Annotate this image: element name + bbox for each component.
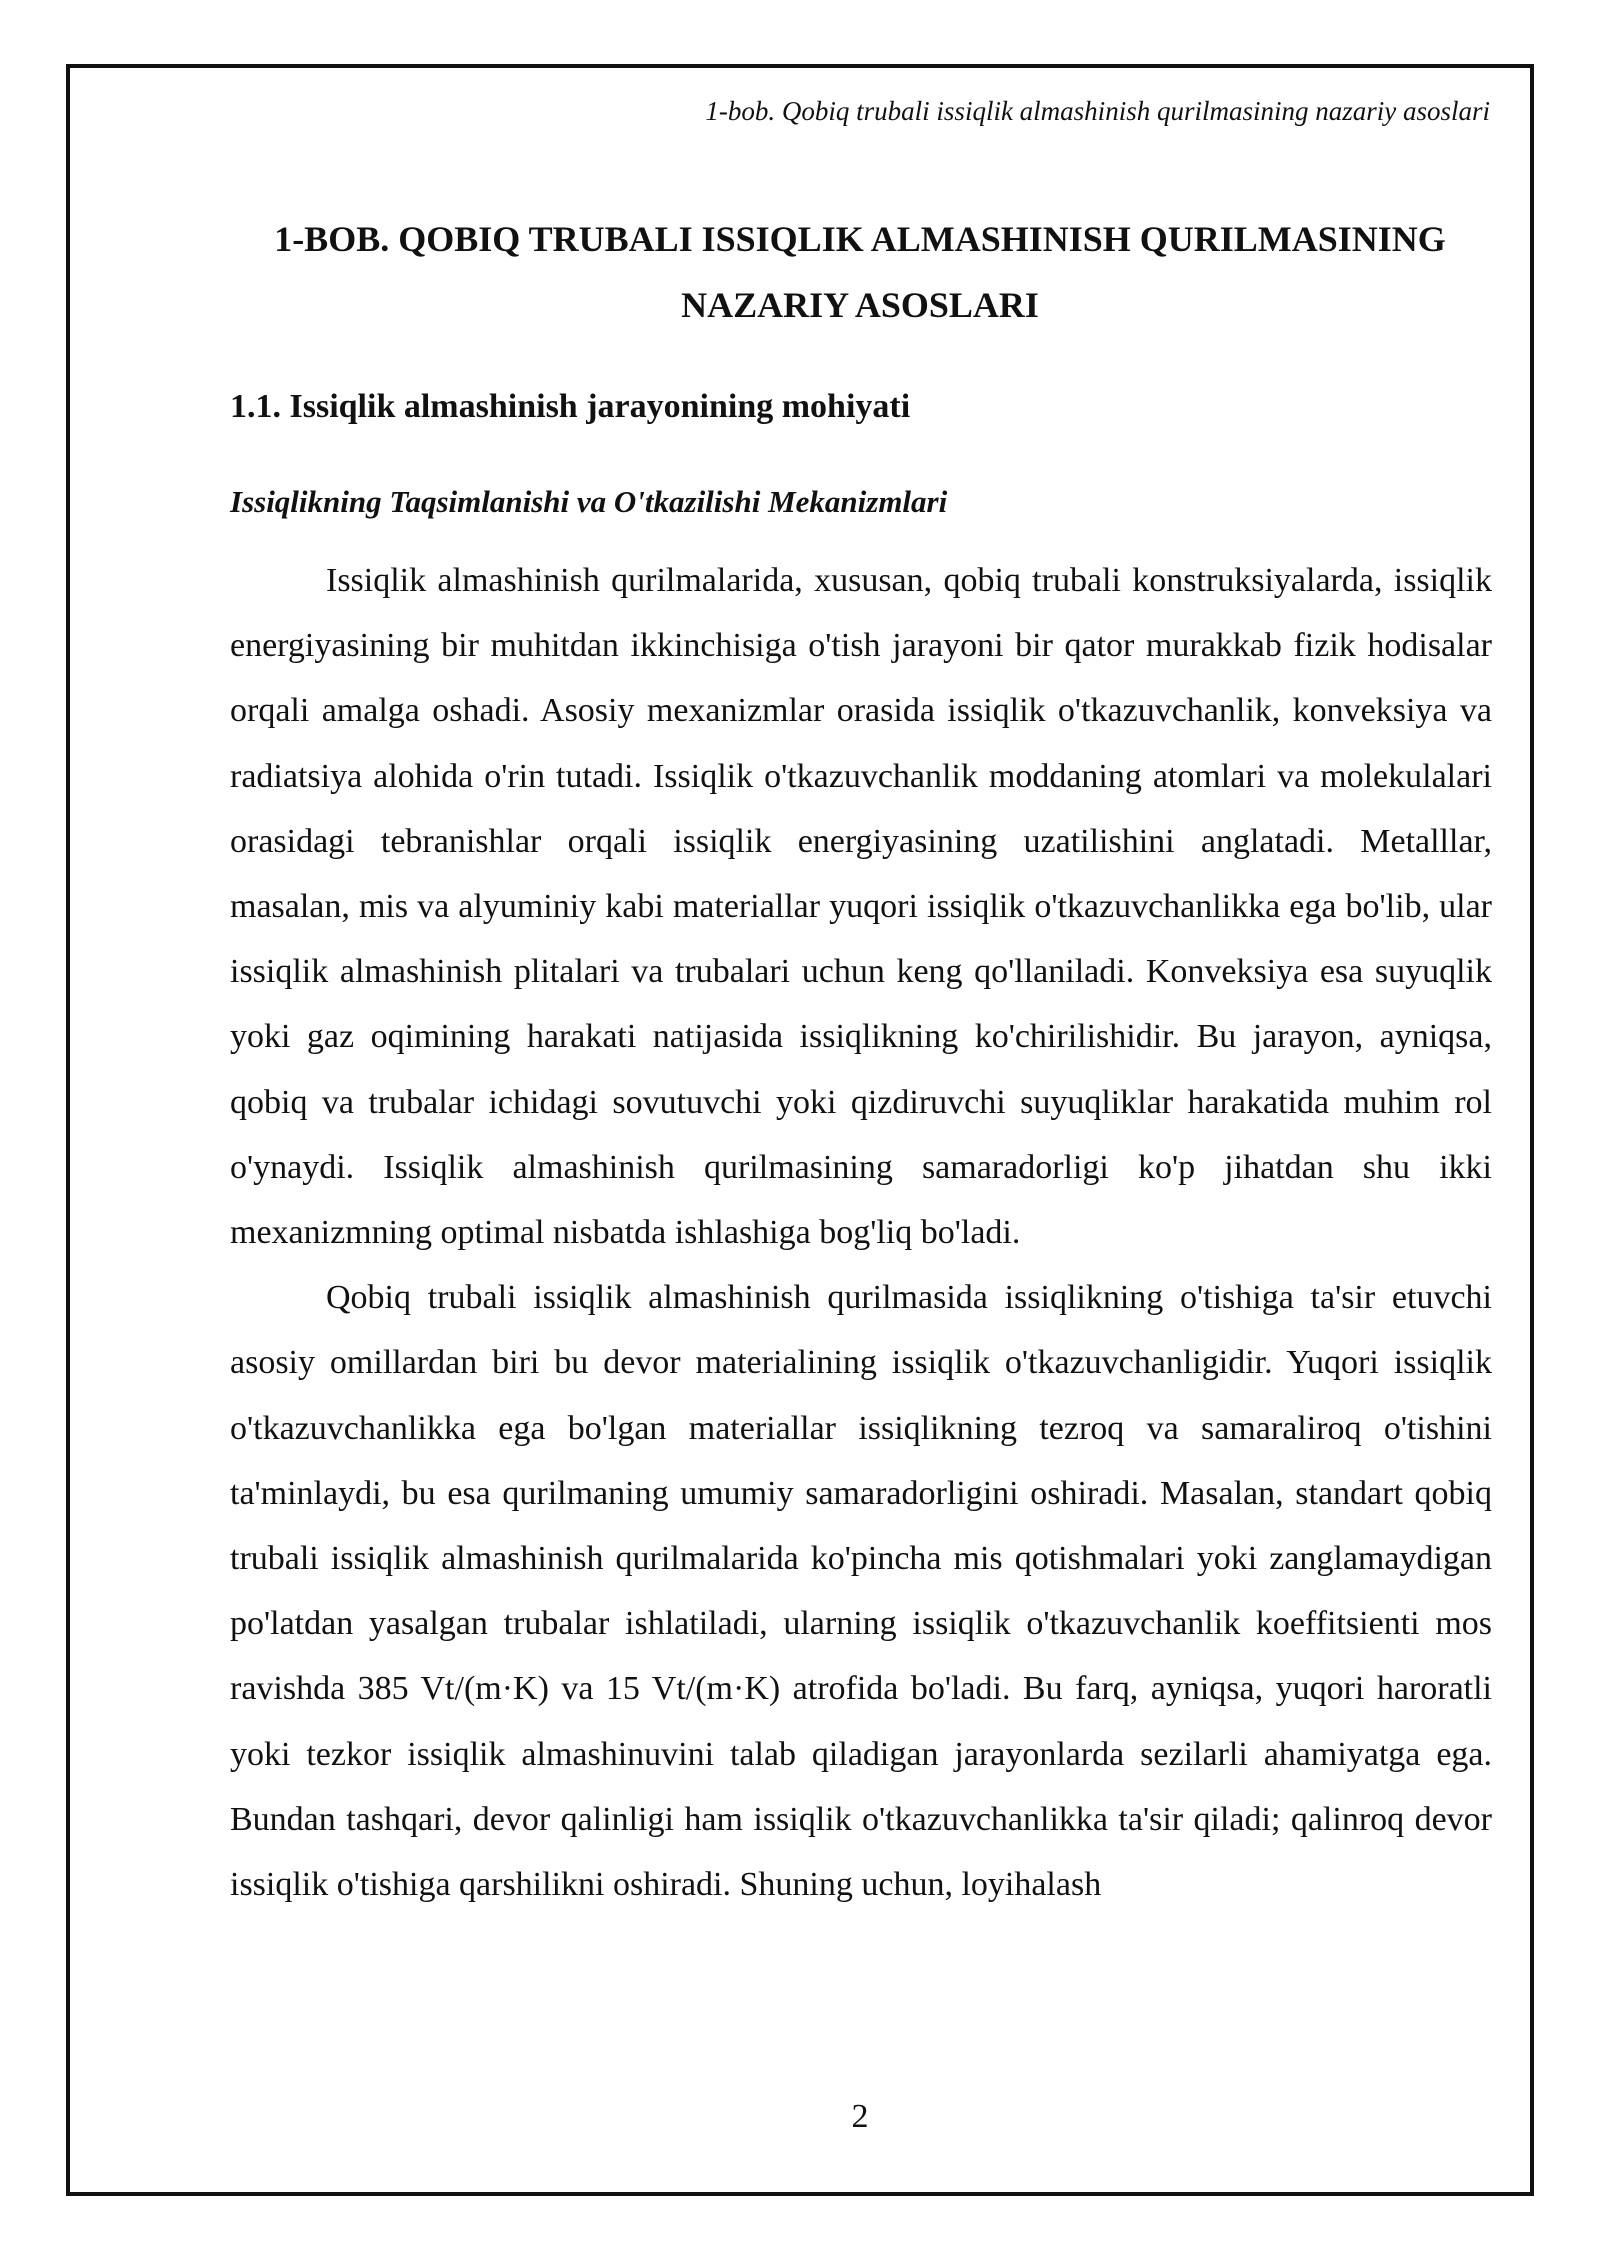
chapter-title-line-1: 1-BOB. QOBIQ TRUBALI ISSIQLIK ALMASHINISH QURILMASINING xyxy=(274,219,1446,259)
running-header: 1-bob. Qobiq trubali issiqlik almashinish qurilmasining nazariy asoslari xyxy=(705,96,1490,126)
paragraph-1: Issiqlik almashinish qurilmalarida, xususan, qobiq trubali konstruksiyalarda, issiqlik energiyasining bir muhitdan ikkinchisiga o'tish jarayoni bir qator murakkab fizik hodisalar orqali amalga oshadi. Asosiy mexanizmlar orasida issiqlik o'tkazuvchanlik, konveksiya va radiatsiya alohida o'rin tutadi. Issiqlik o'tkazuvchanlik moddaning atomlari va molekulalari orasidagi tebranishlar orqali issiqlik energiyasining uzatilishini anglatadi. Metalllar, masalan, mis va alyuminiy kabi materiallar yuqori issiqlik o'tkazuvchanlikka ega bo'lib, ular issiqlik almashinish plitalari va trubalari uchun keng qo'llaniladi. Konveksiya esa suyuqlik yoki gaz oqimining harakati natijasida issiqlikning ko'chirilishidir. Bu jarayon, ayniqsa, qobiq va trubalar ichidagi sovutuvchi yoki qizdiruvchi suyuqliklar harakatida muhim rol o'ynaydi. Issiqlik almashinish qurilmasining samaradorligi ko'p jihatdan shu ikki mexanizmning optimal nisbatda ishlashiga bog'liq bo'ladi. xyxy=(230,562,1492,1252)
section-title: 1.1. Issiqlik almashinish jarayonining mohiyati xyxy=(230,388,911,425)
body-text xyxy=(230,548,1492,1917)
chapter-title xyxy=(230,206,1490,338)
subsection-title: Issiqlikning Taqsimlanishi va O'tkazilishi Mekanizmlari xyxy=(230,484,948,519)
chapter-title-line-2: NAZARIY ASOSLARI xyxy=(681,285,1039,325)
paragraph-2: Qobiq trubali issiqlik almashinish qurilmasida issiqlikning o'tishiga ta'sir etuvchi asosiy omillardan biri bu devor materialining issiqlik o'tkazuvchanligidir. Yuqori issiqlik o'tkazuvchanlikka ega bo'lgan materiallar issiqlikning tezroq va samaraliroq o'tishini ta'minlaydi, bu esa qurilmaning umumiy samaradorligini oshiradi. Masalan, standart qobiq trubali issiqlik almashinish qurilmalarida ko'pincha mis qotishmalari yoki zanglamaydigan po'latdan yasalgan trubalar ishlatiladi, ularning issiqlik o'tkazuvchanlik koeffitsienti mos ravishda 385 Vt/(m·K) va 15 Vt/(m·K) atrofida bo'ladi. Bu farq, ayniqsa, yuqori haroratli yoki tezkor issiqlik almashinuvini talab qiladigan jarayonlarda sezilarli ahamiyatga ega. Bundan tashqari, devor qalinligi ham issiqlik o'tkazuvchanlikka ta'sir qiladi; qalinroq devor issiqlik o'tishiga qarshilikni oshiradi. Shuning uchun, loyihalash xyxy=(230,1279,1492,1904)
page-number: 2 xyxy=(851,2098,869,2135)
